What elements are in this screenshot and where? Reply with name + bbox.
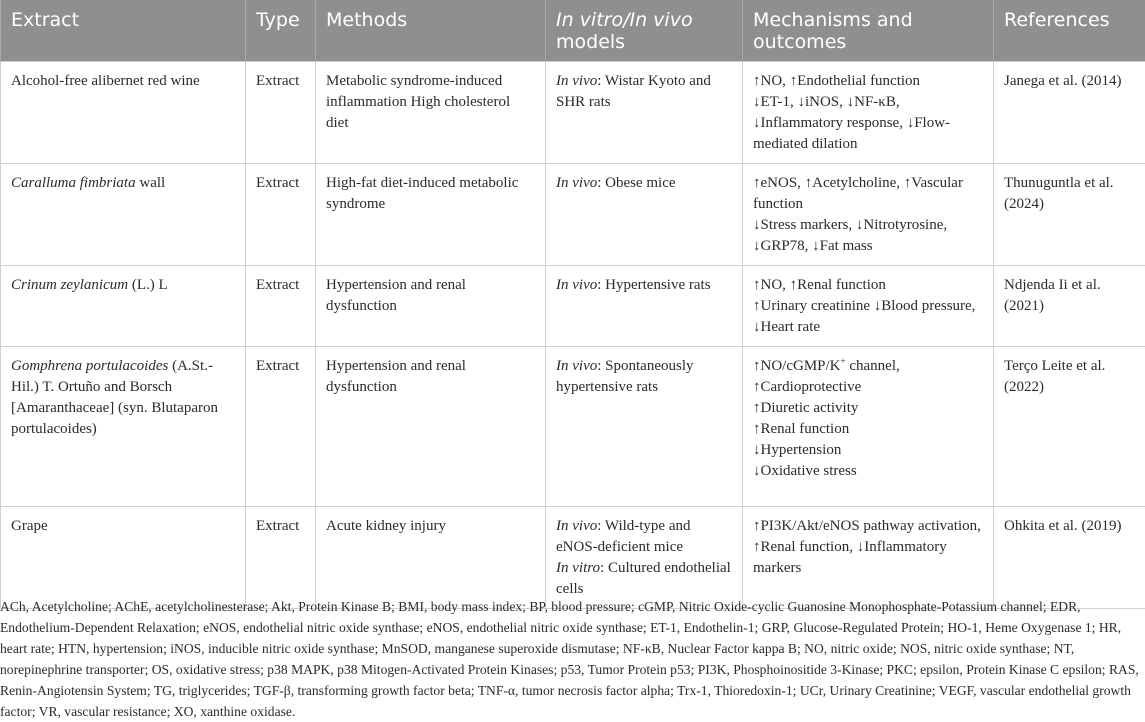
cell-extract [1,164,246,266]
cell-reference[interactable]: Janega et al. (2014) [994,62,1145,164]
cell-methods: Hypertension and renal dysfunction [316,266,546,347]
cell-mechanisms [743,347,994,507]
mechanism-line: ↑NO, ↑Renal function [753,277,886,293]
mechanism-line: ↑Urinary creatinine ↓Blood pressure, ↓Heart rate [753,298,976,335]
header-models-italic: In vitro/In vivo [556,9,693,31]
mechanism-line: ↓Stress markers, ↓Nitrotyrosine, ↓GRP78, ↓Fat mass [753,217,948,254]
header-mechanisms-line2: outcomes [753,31,847,53]
mechanism-line [753,356,983,377]
table-row [1,347,1145,507]
mechanism-line: ↑eNOS, ↑Acetylcholine, ↑Vascular function [753,175,963,212]
header-references: References [994,0,1145,62]
cell-models [546,347,743,507]
superscript-plus: + [840,356,846,366]
header-models-rest: models [556,31,626,53]
abbreviations-footnote: ACh, Acetylcholine; AChE, acetylcholinesterase; Akt, Protein Kinase B; BMI, body mass index; BP, blood pressure; cGMP, Nitric Oxide-cyclic Guanosine Monophosphate-Potassium channel; EDR, Endothelium-Dependent Relaxation; eNOS, endothelial nitric oxide synthase; eNOS, endothelial nitric oxide synthase; ET-1, Endothelin-1; GRP, Glucose-Regulated Protein; HO-1, Heme Oxygenase 1; HR, heart rate; HTN, hypertension; iNOS, inducible nitric oxide synthase; MnSOD, manganese superoxide dismutase; NF-κB, Nuclear Factor kappa B; NO, nitric oxide; NOS, nitric oxide synthase; NT, norepinephrine transporter; OS, oxidative stress; p38 MAPK, p38 Mitogen-Activated Protein Kinases; p53, Tumor Protein p53; PI3K, Phosphoinositide 3-Kinase; PKC; epsilon, Protein Kinase C epsilon; RAS, Renin-Angiotensin System; TG, triglycerides; TGF-β, transforming growth factor beta; TNF-α, tumor necrosis factor alpha; Trx-1, Thioredoxin-1; UCr, Urinary Creatinine; VEGF, vascular endothelial growth factor; VR, vascular resistance; XO, xanthine oxidase. [0,599,1139,719]
mechanism-line: ↑PI3K/Akt/eNOS pathway activation, ↑Renal function, ↓Inflammatory markers [753,518,981,576]
model-text: : Spontaneously hypertensive rats [556,358,694,395]
cell-type: Extract [246,266,316,347]
cell-extract [1,62,246,164]
cell-reference[interactable]: Terço Leite et al. (2022) [994,347,1145,507]
mechanism-line: ↑Cardioprotective [753,379,862,395]
model-text: : Wild-type and eNOS-deficient mice [556,518,691,555]
extract-italic: Crinum zeylanicum [11,277,129,293]
table-row [1,62,1145,164]
cell-methods: Acute kidney injury [316,507,546,609]
cell-methods: High-fat diet-induced metabolic syndrome [316,164,546,266]
table-row [1,164,1145,266]
mechanism-line: ↑NO, ↑Endothelial function [753,73,921,89]
model-label: In vitro [556,560,601,576]
cell-reference[interactable]: Thunuguntla et al. (2024) [994,164,1145,266]
cell-reference[interactable]: Ndjenda Ii et al. (2021) [994,266,1145,347]
mechanism-line: ↓Oxidative stress [753,463,857,479]
cell-mechanisms [743,266,994,347]
extract-rest: (L.) L [128,277,168,293]
mechanism-line: ↑Diuretic activity [753,400,859,416]
header-methods: Methods [316,0,546,62]
cell-extract [1,507,246,609]
extract-rest: Alcohol-free alibernet red wine [11,73,200,89]
cell-type: Extract [246,164,316,266]
extract-rest: Grape [11,518,48,534]
model-label: In vivo [556,518,598,534]
extract-italic: Caralluma fimbriata [11,175,136,191]
table-header-row [1,0,1145,62]
header-mechanisms [743,0,994,62]
cell-models [546,62,743,164]
mechanism-line: ↓ET-1, ↓iNOS, ↓NF-κB, ↓Inflammatory response, ↓Flow-mediated dilation [753,94,951,152]
model-label: In vivo [556,277,598,293]
model-text: : Obese mice [597,175,676,191]
cell-extract [1,266,246,347]
cell-extract [1,347,246,507]
cell-methods: Hypertension and renal dysfunction [316,347,546,507]
cell-mechanisms [743,62,994,164]
header-mechanisms-line1: Mechanisms and [753,9,913,31]
cell-mechanisms [743,164,994,266]
model-line [556,558,732,600]
table-row [1,507,1145,609]
cell-reference[interactable]: Ohkita et al. (2019) [994,507,1145,609]
model-text: : Hypertensive rats [597,277,711,293]
header-models [546,0,743,62]
cell-type: Extract [246,507,316,609]
cell-type: Extract [246,62,316,164]
header-extract: Extract [1,0,246,62]
mechanism-line: ↑Renal function [753,421,850,437]
mechanism-line: ↓Hypertension [753,442,842,458]
cell-models [546,266,743,347]
model-label: In vivo [556,175,598,191]
extract-rest: (A.St.-Hil.) T. Ortuño and Borsch [Amaranthaceae] (syn. Blutaparon portulacoides) [11,358,218,437]
model-line [556,516,732,558]
mechanism-k-suffix: channel, [845,358,900,374]
cell-mechanisms [743,507,994,609]
cell-models [546,164,743,266]
extract-italic: Gomphrena portulacoides [11,358,169,374]
model-label: In vivo [556,358,598,374]
cell-methods: Metabolic syndrome-induced inflammation High cholesterol diet [316,62,546,164]
cell-type: Extract [246,347,316,507]
model-text: : Cultured endothelial cells [556,560,731,597]
table-row [1,266,1145,347]
cell-models [546,507,743,609]
header-type: Type [246,0,316,62]
mechanism-k-prefix: ↑NO/cGMP/K [753,358,841,374]
extract-rest: wall [135,175,166,191]
model-text: : Wistar Kyoto and SHR rats [556,73,711,110]
model-label: In vivo [556,73,598,89]
